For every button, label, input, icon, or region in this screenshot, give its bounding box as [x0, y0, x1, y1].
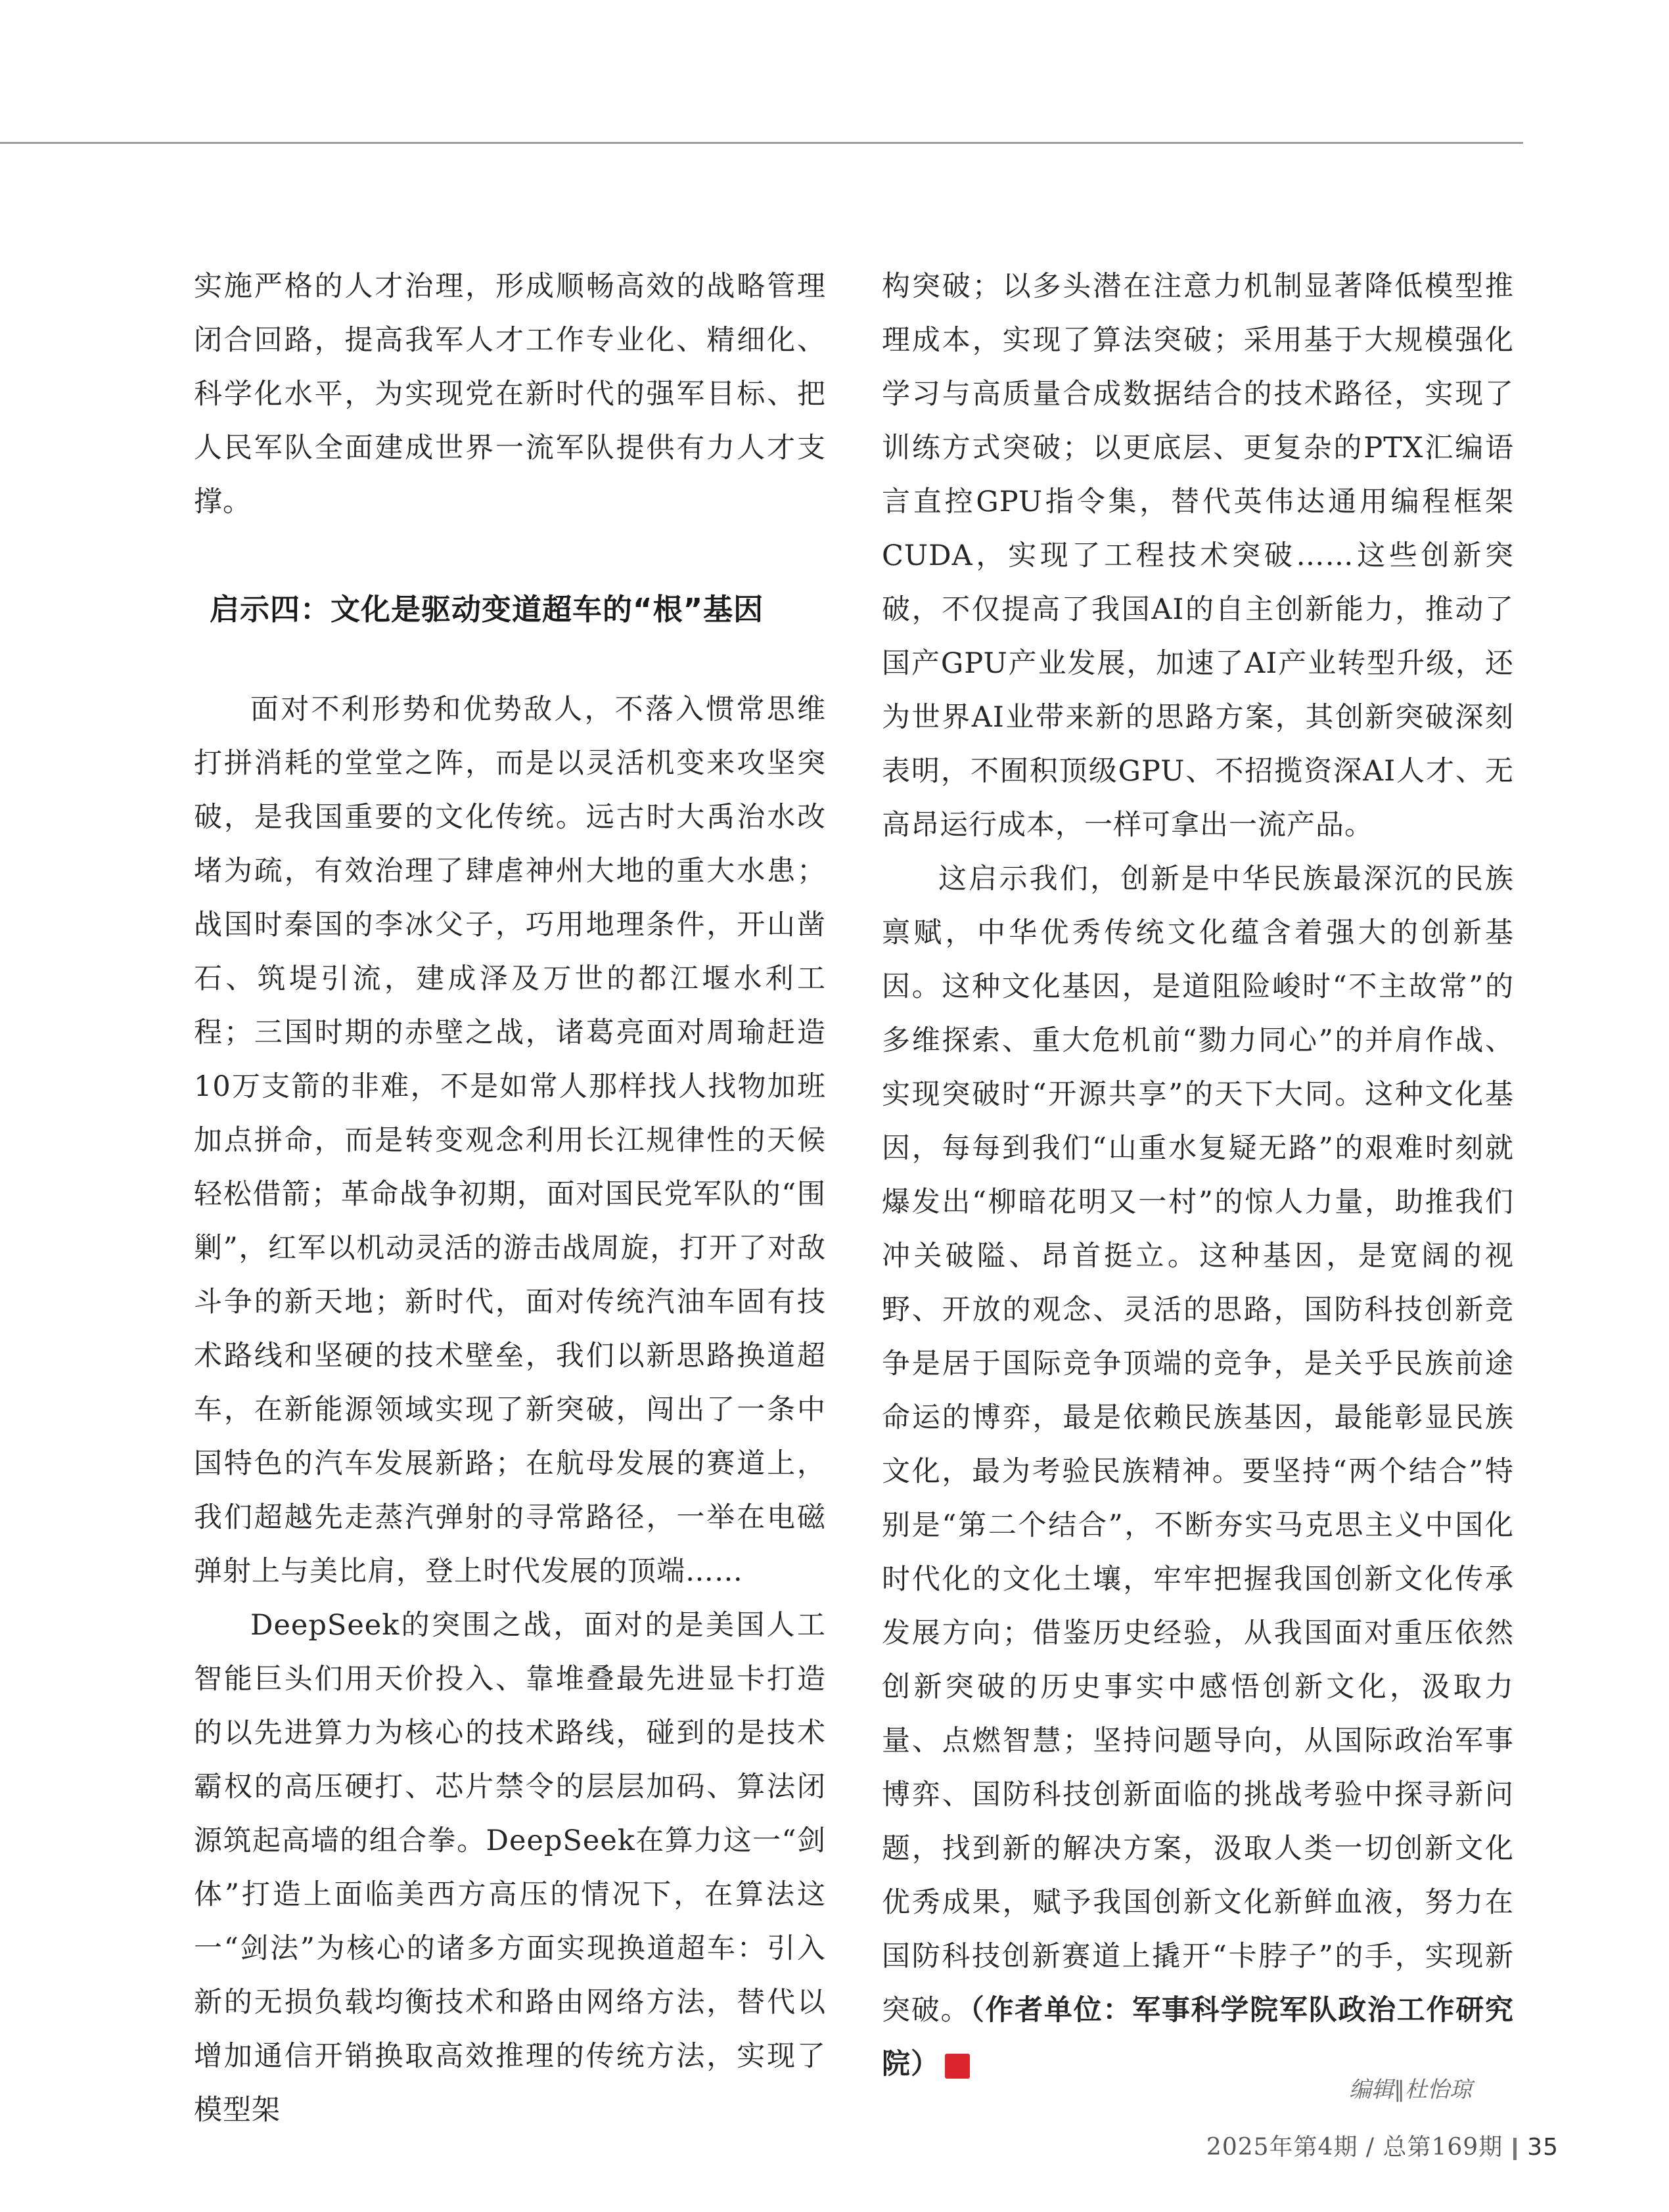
left-column	[194, 260, 826, 2137]
header-divider	[0, 142, 1523, 144]
right-paragraph-1: 构突破；以多头潜在注意力机制显著降低模型推理成本，实现了算法突破；采用基于大规模强化学习与高质量合成数据结合的技术路径，实现了训练方式突破；以更底层、更复杂的PTX汇编语言直控GPU指令集，替代英伟达通用编程框架CUDA，实现了工程技术突破……这些创新突破，不仅提高了我国AI的自主创新能力，推动了国产GPU产业发展，加速了AI产业转型升级，还为世界AI业带来新的思路方案，其创新突破深刻表明，不囿积顶级GPU、不招揽资深AI人才、无高昂运行成本，一样可拿出一流产品。	[882, 270, 1514, 842]
footer-separator	[1513, 2138, 1517, 2160]
right-paragraph-2	[882, 852, 1514, 2091]
left-paragraph-2: 面对不利形势和优势敌人，不落入惯常思维打拼消耗的堂堂之阵，而是以灵活机变来攻坚突破，是我国重要的文化传统。远古时大禹治水改堵为疏，有效治理了肆虐神州大地的重大水患；战国时秦国的李冰父子，巧用地理条件，开山凿石、筑堤引流，建成泽及万世的都江堰水利工程；三国时期的赤壁之战，诸葛亮面对周瑜赶造10万支箭的非难，不是如常人那样找人找物加班加点拼命，而是转变观念利用长江规律性的天候轻松借箭；革命战争初期，面对国民党军队的“围剿”，红军以机动灵活的游击战周旋，打开了对敌斗争的新天地；新时代，面对传统汽油车固有技术路线和坚硬的技术壁垒，我们以新思路换道超车，在新能源领域实现了新突破，闯出了一条中国特色的汽车发展新路；在航母发展的赛道上，我们超越先走蒸汽弹射的寻常路径，一举在电磁弹射上与美比肩，登上时代发展的顶端……	[194, 693, 826, 1588]
page-number: 35	[1527, 2134, 1559, 2161]
author-affiliation: （作者单位：军事科学院军队政治工作研究院）	[882, 1994, 1515, 2081]
left-paragraph-1: 实施严格的人才治理，形成顺畅高效的战略管理闭合回路，提高我军人才工作专业化、精细化、科学化水平，为实现党在新时代的强军目标、把人民军队全面建成世界一流军队提供有力人才支撑。	[194, 270, 826, 518]
issue-info: 2025年第4期 / 总第169期	[1206, 2134, 1503, 2161]
section-heading: 启示四：文化是驱动变道超车的“根”基因	[210, 592, 764, 627]
right-column	[882, 260, 1514, 2091]
left-paragraph-3: DeepSeek的突围之战，面对的是美国人工智能巨头们用天价投入、靠堆叠最先进显卡打造的以先进算力为核心的技术路线，碰到的是技术霸权的高压硬打、芯片禁令的层层加码、算法闭源筑起高墙的组合拳。DeepSeek在算力这一“剑体”打造上面临美西方高压的情况下，在算法这一“剑法”为核心的诸多方面实现换道超车：引入新的无损负载均衡技术和路由网络方法，替代以增加通信开销换取高效推理的传统方法，实现了模型架	[194, 1609, 826, 2127]
editor-credit: 编辑∥杜怡琼	[1349, 2077, 1472, 2103]
page-footer	[1206, 2129, 1559, 2162]
end-mark-icon: G	[945, 2054, 970, 2079]
right-paragraph-2-text: 这启示我们，创新是中华民族最深沉的民族禀赋，中华优秀传统文化蕴含着强大的创新基因。这种文化基因，是道阻险峻时“不主故常”的多维探索、重大危机前“勠力同心”的并肩作战、实现突破时“开源共享”的天下大同。这种文化基因，每每到我们“山重水复疑无路”的艰难时刻就爆发出“柳暗花明又一村”的惊人力量，助推我们冲关破隘、昂首挺立。这种基因，是宽阔的视野、开放的观念、灵活的思路，国防科技创新竞争是居于国际竞争顶端的竞争，是关乎民族前途命运的博弈，最是依赖民族基因，最能彰显民族文化，最为考验民族精神。要坚持“两个结合”特别是“第二个结合”，不断夯实马克思主义中国化时代化的文化土壤，牢牢把握我国创新文化传承发展方向；借鉴历史经验，从我国面对重压依然创新突破的历史事实中感悟创新文化，汲取力量、点燃智慧；坚持问题导向，从国际政治军事博弈、国防科技创新面临的挑战考验中探寻新问题，找到新的解决方案，汲取人类一切创新文化优秀成果，赋予我国创新文化新鲜血液，努力在国防科技创新赛道上撬开“卡脖子”的手，实现新突破。	[882, 863, 1514, 2027]
